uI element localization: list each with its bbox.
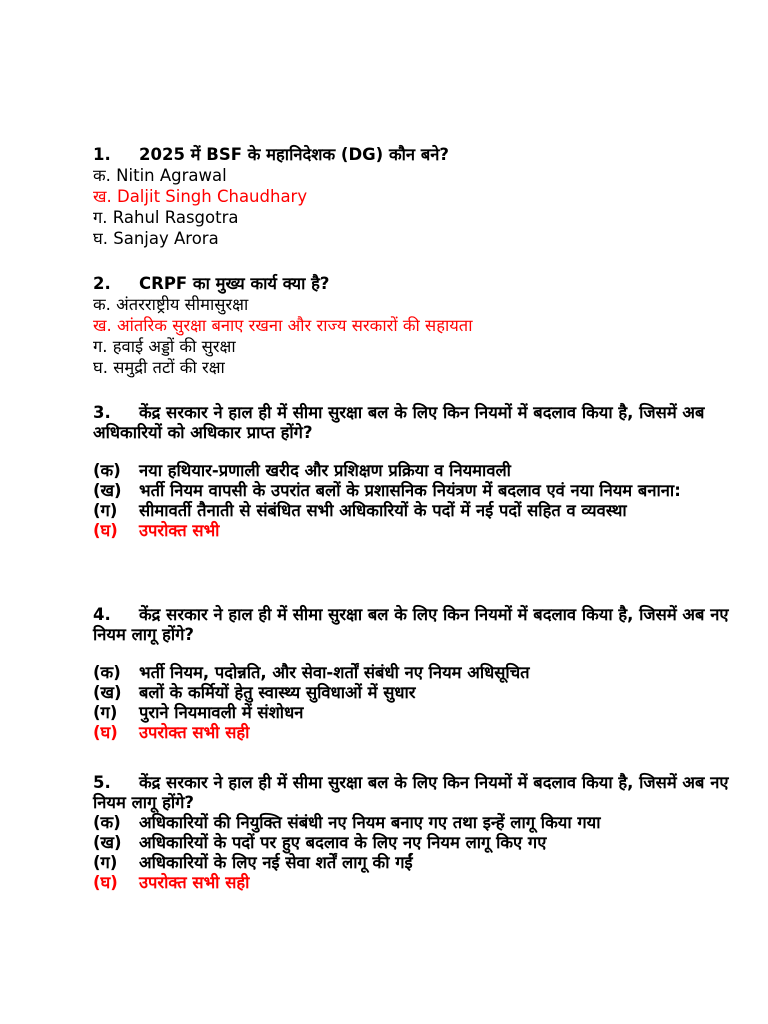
question-3-title <box>93 403 733 443</box>
question-1 <box>93 145 733 249</box>
option-b: (ख) भर्ती नियम वापसी के उपरांत बलों के प्रशासनिक नियंत्रण में बदलाव एवं नया नियम बनाना: <box>93 481 681 500</box>
option-a: (क) नया हथियार-प्रणाली खरीद और प्रशिक्षण प्रक्रिया व नियमावली <box>93 461 511 480</box>
option-a: (क) अधिकारियों की नियुक्ति संबंधी नए नियम बनाए गए तथा इन्हें लागू किया गया <box>93 813 601 832</box>
question-text: CRPF का मुख्य कार्य क्या है? <box>139 274 330 293</box>
question-text: केंद्र सरकार ने हाल ही में सीमा सुरक्षा बल के लिए किन नियमों में बदलाव किया है, जिसमें अब अधिकारियों को अधिकार प्राप्त होंगे? <box>93 403 705 442</box>
question-5-title <box>93 773 733 813</box>
question-2-title <box>93 274 733 294</box>
question-text: केंद्र सरकार ने हाल ही में सीमा सुरक्षा बल के लिए किन नियमों में बदलाव किया है, जिसमें अब नए नियम लागू होंगे? <box>93 773 729 812</box>
question-1-title <box>93 145 733 165</box>
question-number: 2. <box>93 274 111 293</box>
question-text: केंद्र सरकार ने हाल ही में सीमा सुरक्षा बल के लिए किन नियमों में बदलाव किया है, जिसमें अब नए नियम लागू होंगे? <box>93 605 729 644</box>
option-c: (ग) सीमावर्ती तैनाती से संबंधित सभी अधिकारियों के पदों में नई पदों सहित व व्यवस्था <box>93 501 627 520</box>
option-a: क. अंतरराष्ट्रीय सीमासुरक्षा <box>93 295 249 314</box>
option-b: (ख) बलों के कर्मियों हेतु स्वास्थ्य सुविधाओं में सुधार <box>93 683 416 702</box>
option-b: (ख) अधिकारियों के पदों पर हुए बदलाव के लिए नए नियम लागू किए गए <box>93 833 547 852</box>
question-number: 1. <box>93 145 111 164</box>
question-text: 2025 में BSF के महानिदेशक (DG) कौन बने? <box>139 145 449 164</box>
option-b-correct: ख. आंतरिक सुरक्षा बनाए रखना और राज्य सरकारों की सहायता <box>93 316 473 335</box>
option-d-correct: (घ) उपरोक्त सभी सही <box>93 873 250 892</box>
option-a: क. Nitin Agrawal <box>93 166 227 185</box>
option-a: (क) भर्ती नियम, पदोन्नति, और सेवा-शर्तों संबंधी नए नियम अधिसूचित <box>93 663 530 682</box>
question-2 <box>93 274 733 378</box>
option-c: (ग) अधिकारियों के लिए नई सेवा शर्तें लागू की गईं <box>93 853 413 872</box>
option-d-correct: (घ) उपरोक्त सभी सही <box>93 723 250 742</box>
option-d: घ. समुद्री तटों की रक्षा <box>93 358 225 377</box>
option-b-correct: ख. Daljit Singh Chaudhary <box>93 187 308 206</box>
question-number: 3. <box>93 403 111 422</box>
question-3 <box>93 403 733 541</box>
question-number: 5. <box>93 773 111 792</box>
option-c: ग. Rahul Rasgotra <box>93 208 239 227</box>
option-d-correct: (घ) उपरोक्त सभी <box>93 521 220 540</box>
question-5 <box>93 773 733 893</box>
question-4-title <box>93 605 733 645</box>
option-d: घ. Sanjay Arora <box>93 229 219 248</box>
option-c: (ग) पुराने नियमावली में संशोधन <box>93 703 304 722</box>
question-4 <box>93 605 733 743</box>
question-number: 4. <box>93 605 111 624</box>
option-c: ग. हवाई अड्डों की सुरक्षा <box>93 337 236 356</box>
